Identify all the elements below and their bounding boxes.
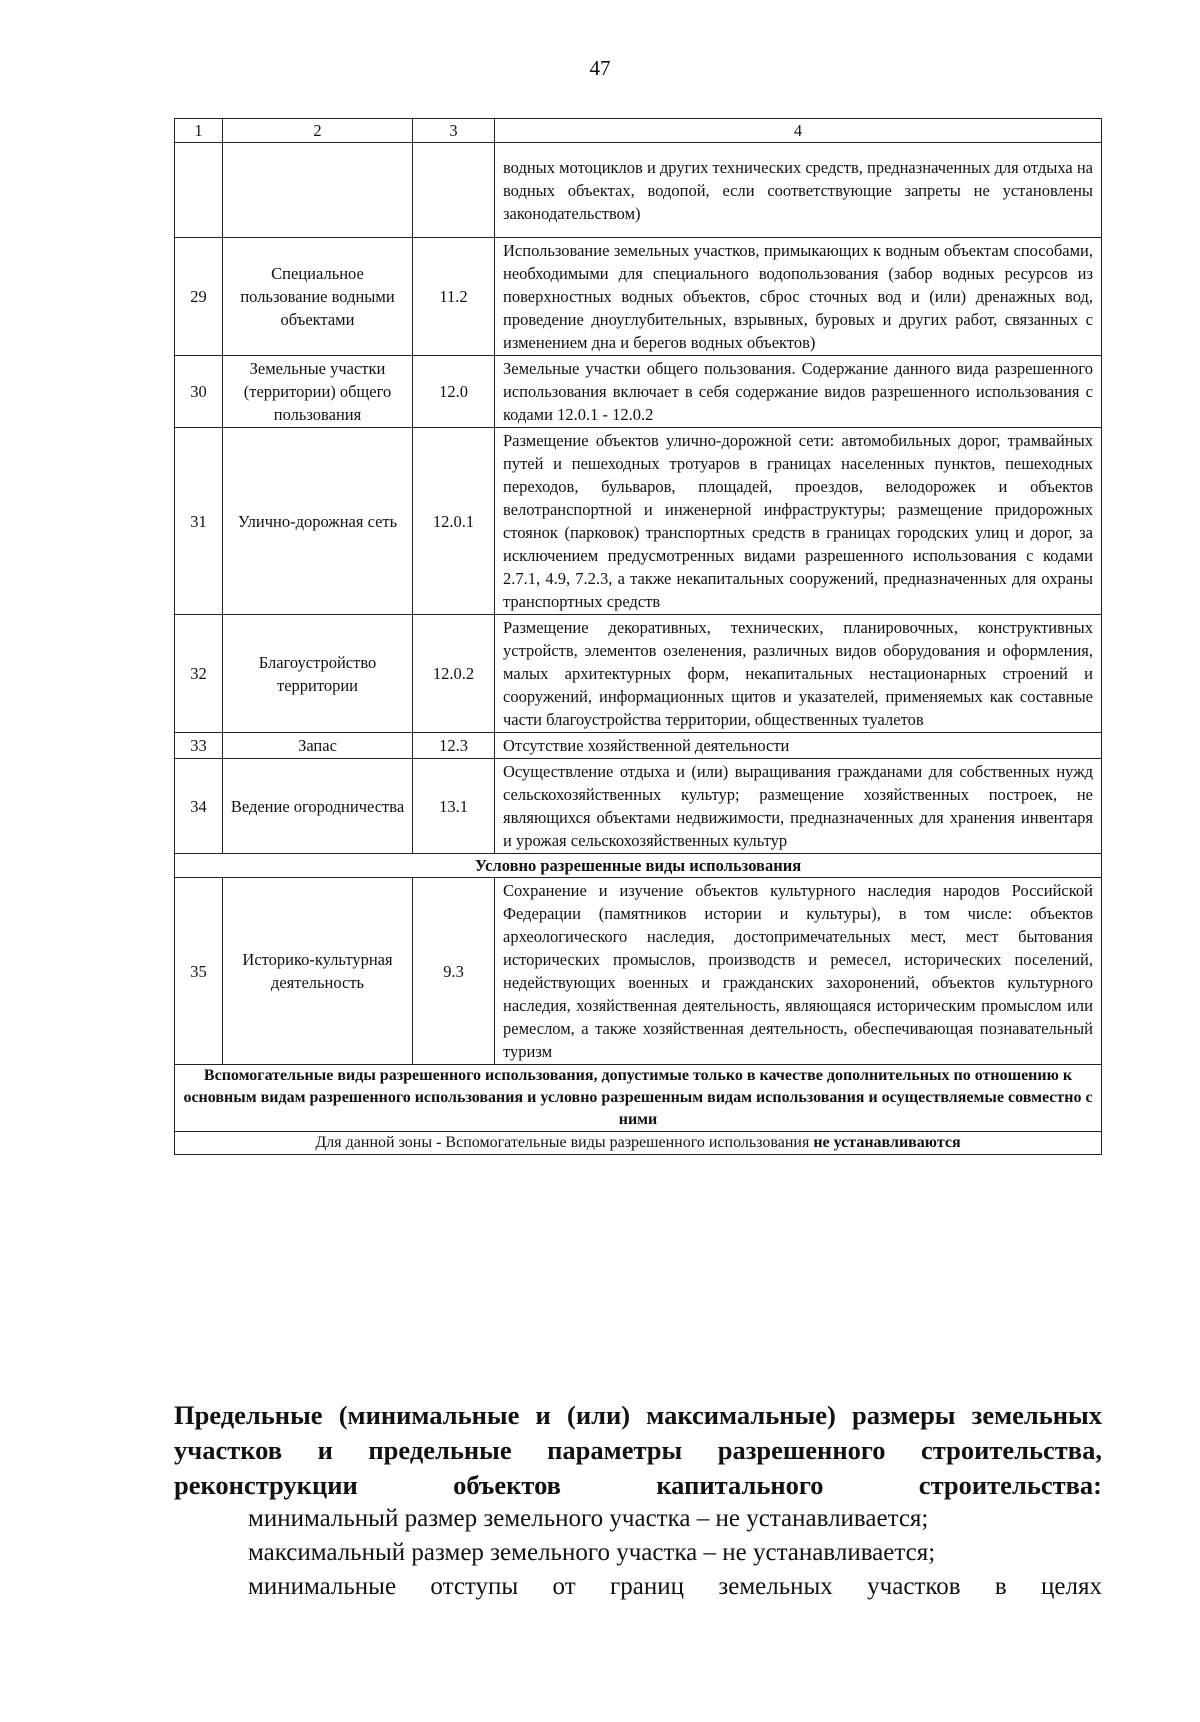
row-name: Историко-культурная деятельность: [223, 878, 413, 1065]
row-num: 34: [175, 759, 223, 854]
conditional-section-heading: Условно разрешенные виды использования: [175, 854, 1102, 878]
aux-section-heading: Вспомогательные виды разрешенного использования, допустимые только в качестве дополнительных по отношению к основным видам разрешенного использования и условно разрешенным видам использования и осуществляемые совместно с ними: [175, 1065, 1102, 1132]
header-col-3: 3: [413, 119, 495, 143]
row-num: 31: [175, 428, 223, 615]
table-row: [175, 238, 1102, 356]
table-row: [175, 759, 1102, 854]
row-desc: Сохранение и изучение объектов культурного наследия народов Российской Федерации (памятников истории и культуры), в том числе: объектов археологического наследия, достопримечательных мест, мест бытования исторических промыслов, производств и ремесел, исторических поселений, недействующих военных и гражданских захоронений, объектов культурного наследия, хозяйственная деятельность, являющаяся историческим промыслом или ремеслом, а также хозяйственная деятельность, обеспечивающая познавательный туризм: [495, 878, 1102, 1065]
param-line: максимальный размер земельного участка – не устанавливается;: [248, 1539, 936, 1566]
row-desc: Использование земельных участков, примыкающих к водным объектам способами, необходимыми для специального водопользования (забор водных ресурсов из поверхностных водных объектов, сброс сточных вод и (или) дренажных вод, проведение дноуглубительных, взрывных, буровых и других работ, связанных с изменением дна и берегов водных объектов): [495, 238, 1102, 356]
continuation-name: [223, 143, 413, 238]
row-desc: Размещение декоративных, технических, планировочных, конструктивных устройств, элементов озеленения, различных видов оборудования и оформления, малых архитектурных форм, некапитальных нестационарных строений и сооружений, информационных щитов и указателей, применяемых как составные части благоустройства территории, общественных туалетов: [495, 615, 1102, 733]
continuation-desc: водных мотоциклов и других технических средств, предназначенных для отдыха на водных объектах, водопой, если соответствующие запреты не установлены законодательством): [495, 143, 1102, 238]
row-num: 32: [175, 615, 223, 733]
param-line: минимальные отступы от границ земельных участков в целях: [248, 1573, 1102, 1600]
continuation-row: [175, 143, 1102, 238]
row-desc: Размещение объектов улично-дорожной сети: автомобильных дорог, трамвайных путей и пешеходных тротуаров в границах населенных пунктов, пешеходных переходов, бульваров, площадей, проездов, велодорожек и объектов велотранспортной и инженерной инфраструктуры; размещение придорожных стоянок (парковок) транспортных средств в границах городских улиц и дорог, за исключением предусмотренных видами разрешенного использования с кодами 2.7.1, 4.9, 7.2.3, а также некапитальных сооружений, предназначенных для охраны транспортных средств: [495, 428, 1102, 615]
row-num: 33: [175, 733, 223, 759]
param-line: минимальный размер земельного участка – не устанавливается;: [248, 1505, 929, 1532]
continuation-num: [175, 143, 223, 238]
row-desc: Земельные участки общего пользования. Содержание данного вида разрешенного использования включает в себя содержание видов разрешенного использования с кодами 12.0.1 - 12.0.2: [495, 356, 1102, 428]
continuation-code: [413, 143, 495, 238]
aux-zone-prefix: Для данной зоны - Вспомогательные виды разрешенного использования: [315, 1134, 810, 1151]
header-col-2: 2: [223, 119, 413, 143]
row-name: Запас: [223, 733, 413, 759]
row-desc: Осуществление отдыха и (или) выращивания гражданами для собственных нужд сельскохозяйственных культур; размещение хозяйственных построек, не являющихся объектами недвижимости, предназначенных для хранения инвентаря и урожая сельскохозяйственных культур: [495, 759, 1102, 854]
conditional-section-heading-row: [175, 854, 1102, 878]
page-number: 47: [589, 56, 611, 80]
row-name: Улично-дорожная сеть: [223, 428, 413, 615]
aux-zone-row: [175, 1132, 1102, 1155]
row-name: Земельные участки (территории) общего пользования: [223, 356, 413, 428]
table-row: [175, 356, 1102, 428]
aux-section-heading-row: [175, 1065, 1102, 1132]
row-code: 9.3: [413, 878, 495, 1065]
row-code: 12.3: [413, 733, 495, 759]
table-row: [175, 615, 1102, 733]
row-code: 12.0: [413, 356, 495, 428]
parameters-list: [248, 1502, 1102, 1604]
row-code: 13.1: [413, 759, 495, 854]
row-code: 12.0.2: [413, 615, 495, 733]
row-num: 30: [175, 356, 223, 428]
row-name: Специальное пользование водными объектами: [223, 238, 413, 356]
table-row: [175, 428, 1102, 615]
row-name: Ведение огородничества: [223, 759, 413, 854]
row-num: 29: [175, 238, 223, 356]
parameters-heading: Предельные (минимальные и (или) максимальные) размеры земельных участков и предельные параметры разрешенного строительства, реконструкции объектов капитального строительства:: [174, 1400, 1102, 1500]
row-num: 35: [175, 878, 223, 1065]
header-col-1: 1: [175, 119, 223, 143]
row-desc: Отсутствие хозяйственной деятельности: [495, 733, 1102, 759]
aux-zone-suffix: не устанавливаются: [813, 1134, 961, 1151]
land-use-table: [174, 118, 1102, 1155]
table-header-row: [175, 119, 1102, 143]
row-code: 11.2: [413, 238, 495, 356]
header-col-4: 4: [495, 119, 1102, 143]
table-row: [175, 878, 1102, 1065]
row-name: Благоустройство территории: [223, 615, 413, 733]
row-code: 12.0.1: [413, 428, 495, 615]
table-row: [175, 733, 1102, 759]
aux-zone-note: [175, 1132, 1102, 1155]
